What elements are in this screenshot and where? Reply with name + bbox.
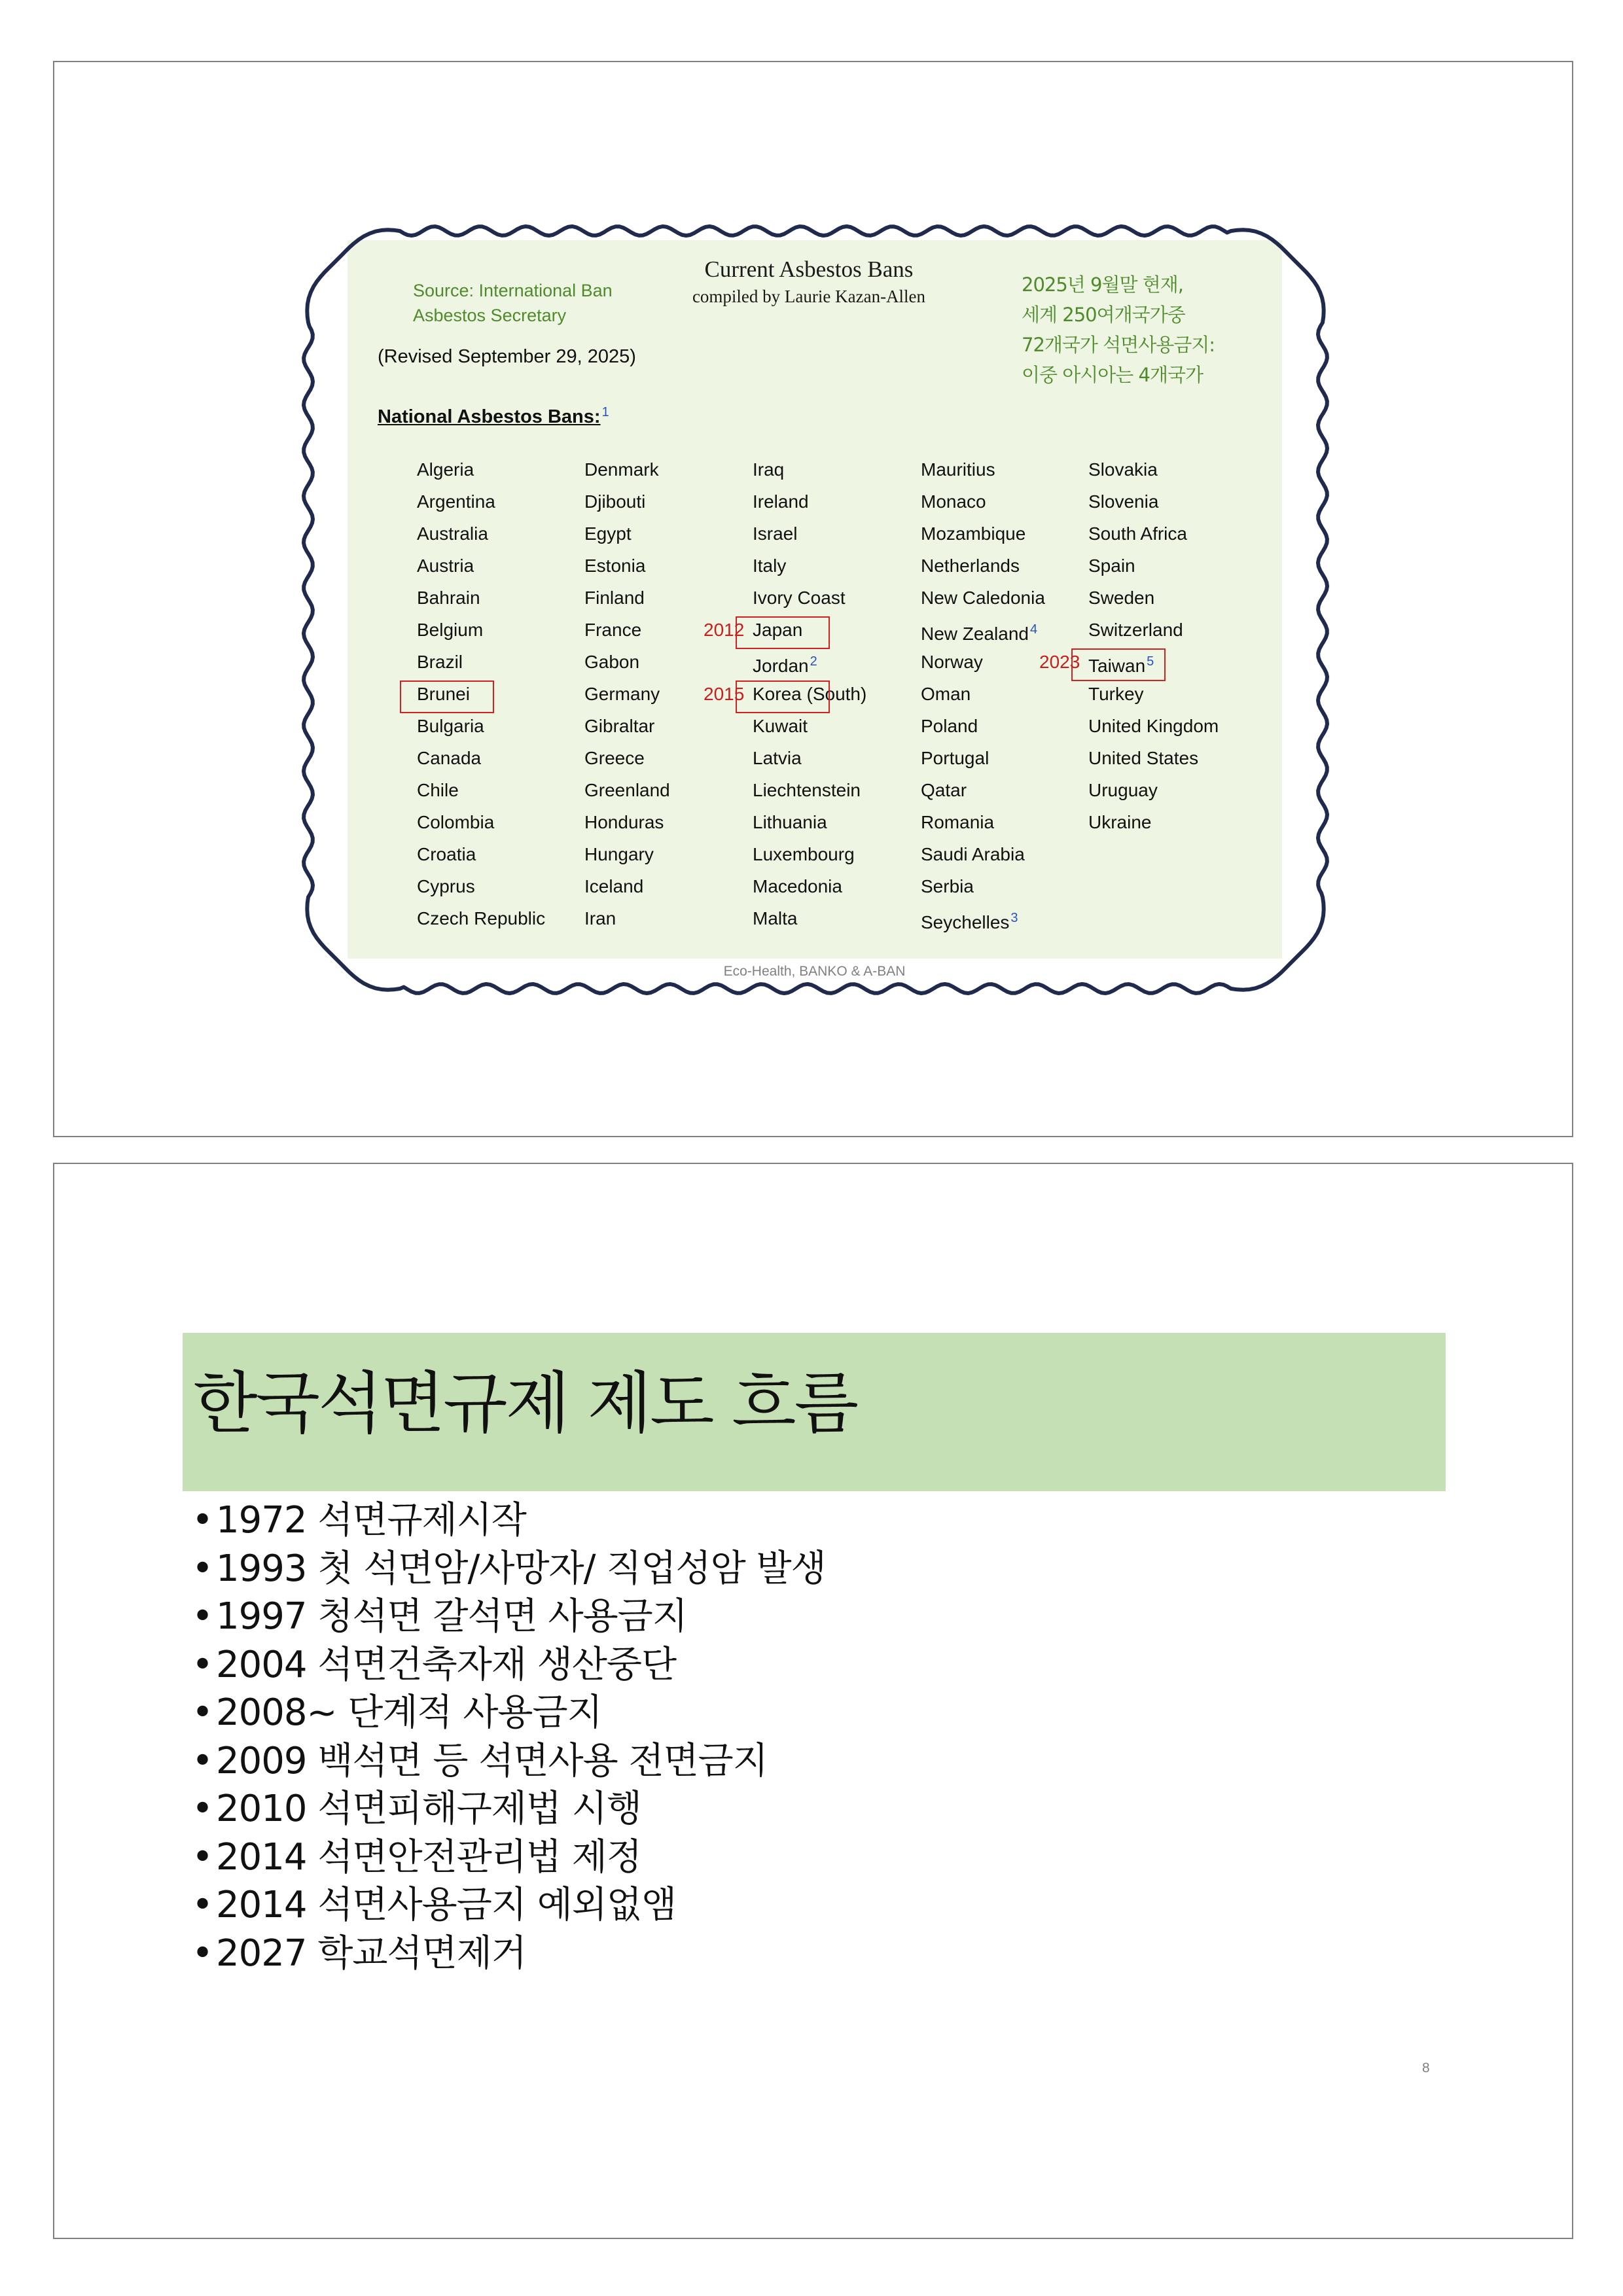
- country-label: New Caledonia: [921, 588, 1045, 608]
- note-line: 세계 250여개국가중: [1022, 304, 1185, 326]
- country-label: Argentina: [417, 491, 495, 512]
- country-label: Gabon: [584, 652, 640, 672]
- country-label: Sweden: [1088, 588, 1155, 608]
- title-bar: [183, 1333, 1446, 1491]
- country-label: Croatia: [417, 844, 476, 864]
- document-title: Current Asbestos Bans: [704, 256, 914, 282]
- country-label: Algeria: [417, 459, 474, 480]
- country-label: Chile: [417, 780, 459, 800]
- timeline-list: [192, 1496, 826, 1977]
- country-label: Austria: [417, 556, 474, 576]
- country-label: Israel: [753, 523, 798, 544]
- country-label: Cyprus: [417, 876, 475, 896]
- timeline-item: • 1993 첫 석면암/사망자/ 직업성암 발생: [192, 1545, 826, 1593]
- country-label: Denmark: [584, 459, 659, 480]
- bans-heading-text: National Asbestos Bans:: [378, 406, 601, 427]
- country-label: Belgium: [417, 620, 484, 640]
- ban-year-label: 2023: [1039, 652, 1080, 672]
- country-label: Malta: [753, 908, 798, 928]
- slide-footer: Eco-Health, BANKO & A-BAN: [723, 964, 906, 979]
- country-label: Honduras: [584, 812, 664, 832]
- timeline-item: • 2014 석면사용금지 예외없앰: [192, 1881, 826, 1930]
- country-label: Portugal: [921, 748, 990, 768]
- country-label: Luxembourg: [753, 844, 855, 864]
- country-label: Brazil: [417, 652, 463, 672]
- footnote-marker: 1: [601, 405, 609, 419]
- country-label: Monaco: [921, 491, 986, 512]
- country-label: Canada: [417, 748, 482, 768]
- country-label: Serbia: [921, 876, 974, 896]
- slide-korea-regulation: [53, 1163, 1573, 2239]
- country-label: Romania: [921, 812, 995, 832]
- footnote-marker: 4: [1029, 622, 1038, 637]
- country-label: Colombia: [417, 812, 495, 832]
- country-label: Slovakia: [1088, 459, 1158, 480]
- country-label: Latvia: [753, 748, 802, 768]
- country-label: Korea (South): [753, 684, 867, 704]
- timeline-item: • 1997 청석면 갈석면 사용금지: [192, 1593, 826, 1641]
- slide-asbestos-bans: [53, 61, 1573, 1137]
- country-label: New Zealand: [921, 624, 1029, 644]
- country-label: Switzerland: [1088, 620, 1183, 640]
- country-label: Bulgaria: [417, 716, 484, 736]
- country-label: Mozambique: [921, 523, 1026, 544]
- country-label: Italy: [753, 556, 787, 576]
- country-label: Iraq: [753, 459, 785, 480]
- timeline-item: • 2027 학교석면제거: [192, 1930, 826, 1978]
- country-label: Germany: [584, 684, 660, 704]
- country-label: Slovenia: [1088, 491, 1159, 512]
- ban-year-label: 2015: [704, 684, 745, 704]
- revised-date: (Revised September 29, 2025): [378, 346, 636, 367]
- document-subtitle: compiled by Laurie Kazan-Allen: [692, 287, 926, 306]
- ban-year-label: 2012: [704, 620, 745, 640]
- country-label: Uruguay: [1088, 780, 1158, 800]
- country-label: Norway: [921, 652, 983, 672]
- country-label: Seychelles: [921, 912, 1010, 932]
- timeline-item: • 2014 석면안전관리법 제정: [192, 1833, 826, 1882]
- page-number: 8: [1422, 2060, 1430, 2075]
- country-label: Iran: [584, 908, 616, 928]
- timeline-item: • 2008~ 단계적 사용금지: [192, 1689, 826, 1737]
- country-label: Qatar: [921, 780, 967, 800]
- country-label: Finland: [584, 588, 645, 608]
- country-label: South Africa: [1088, 523, 1187, 544]
- country-label: Saudi Arabia: [921, 844, 1025, 864]
- country-label: Estonia: [584, 556, 646, 576]
- slide-title: 한국석면규제 제도 흐름: [193, 1365, 857, 1443]
- country-label: Poland: [921, 716, 978, 736]
- country-label: Taiwan: [1088, 656, 1146, 676]
- footnote-marker: 5: [1147, 654, 1154, 669]
- country-label: Lithuania: [753, 812, 827, 832]
- country-label: Kuwait: [753, 716, 808, 736]
- source-note: Source: International Ban Asbestos Secretary: [413, 281, 613, 325]
- footnote-marker: 2: [810, 654, 817, 669]
- country-label: Brunei: [417, 684, 470, 704]
- country-label: France: [584, 620, 642, 640]
- country-label: Macedonia: [753, 876, 842, 896]
- country-label: Mauritius: [921, 459, 995, 480]
- country-label: Ireland: [753, 491, 809, 512]
- timeline-item: • 2010 석면피해구제법 시행: [192, 1785, 826, 1833]
- country-label: Turkey: [1088, 684, 1144, 704]
- country-label: Egypt: [584, 523, 632, 544]
- timeline-item: • 2009 백석면 등 석면사용 전면금지: [192, 1737, 826, 1786]
- timeline-item: • 2004 석면건축자재 생산중단: [192, 1641, 826, 1689]
- country-label: Netherlands: [921, 556, 1020, 576]
- country-label: Australia: [417, 523, 488, 544]
- country-label: Czech Republic: [417, 908, 546, 928]
- country-label: Oman: [921, 684, 971, 704]
- note-line: 2025년 9월말 현재,: [1022, 274, 1183, 296]
- country-label: Spain: [1088, 556, 1135, 576]
- country-label: Djibouti: [584, 491, 646, 512]
- country-label: United States: [1088, 748, 1199, 768]
- timeline-item: • 1972 석면규제시작: [192, 1496, 826, 1545]
- country-label: Liechtenstein: [753, 780, 861, 800]
- note-line: 이중 아시아는 4개국가: [1022, 364, 1204, 386]
- country-label: Ukraine: [1088, 812, 1152, 832]
- country-label: Hungary: [584, 844, 654, 864]
- note-line: 72개국가 석면사용금지:: [1022, 334, 1215, 356]
- country-label: Greece: [584, 748, 645, 768]
- country-label: Iceland: [584, 876, 644, 896]
- country-label: Ivory Coast: [753, 588, 846, 608]
- footnote-marker: 3: [1010, 911, 1018, 925]
- country-label: Greenland: [584, 780, 670, 800]
- country-label: Gibraltar: [584, 716, 655, 736]
- country-label: Bahrain: [417, 588, 480, 608]
- country-label: United Kingdom: [1088, 716, 1219, 736]
- country-label: Japan: [753, 620, 803, 640]
- country-label: Jordan: [753, 656, 809, 676]
